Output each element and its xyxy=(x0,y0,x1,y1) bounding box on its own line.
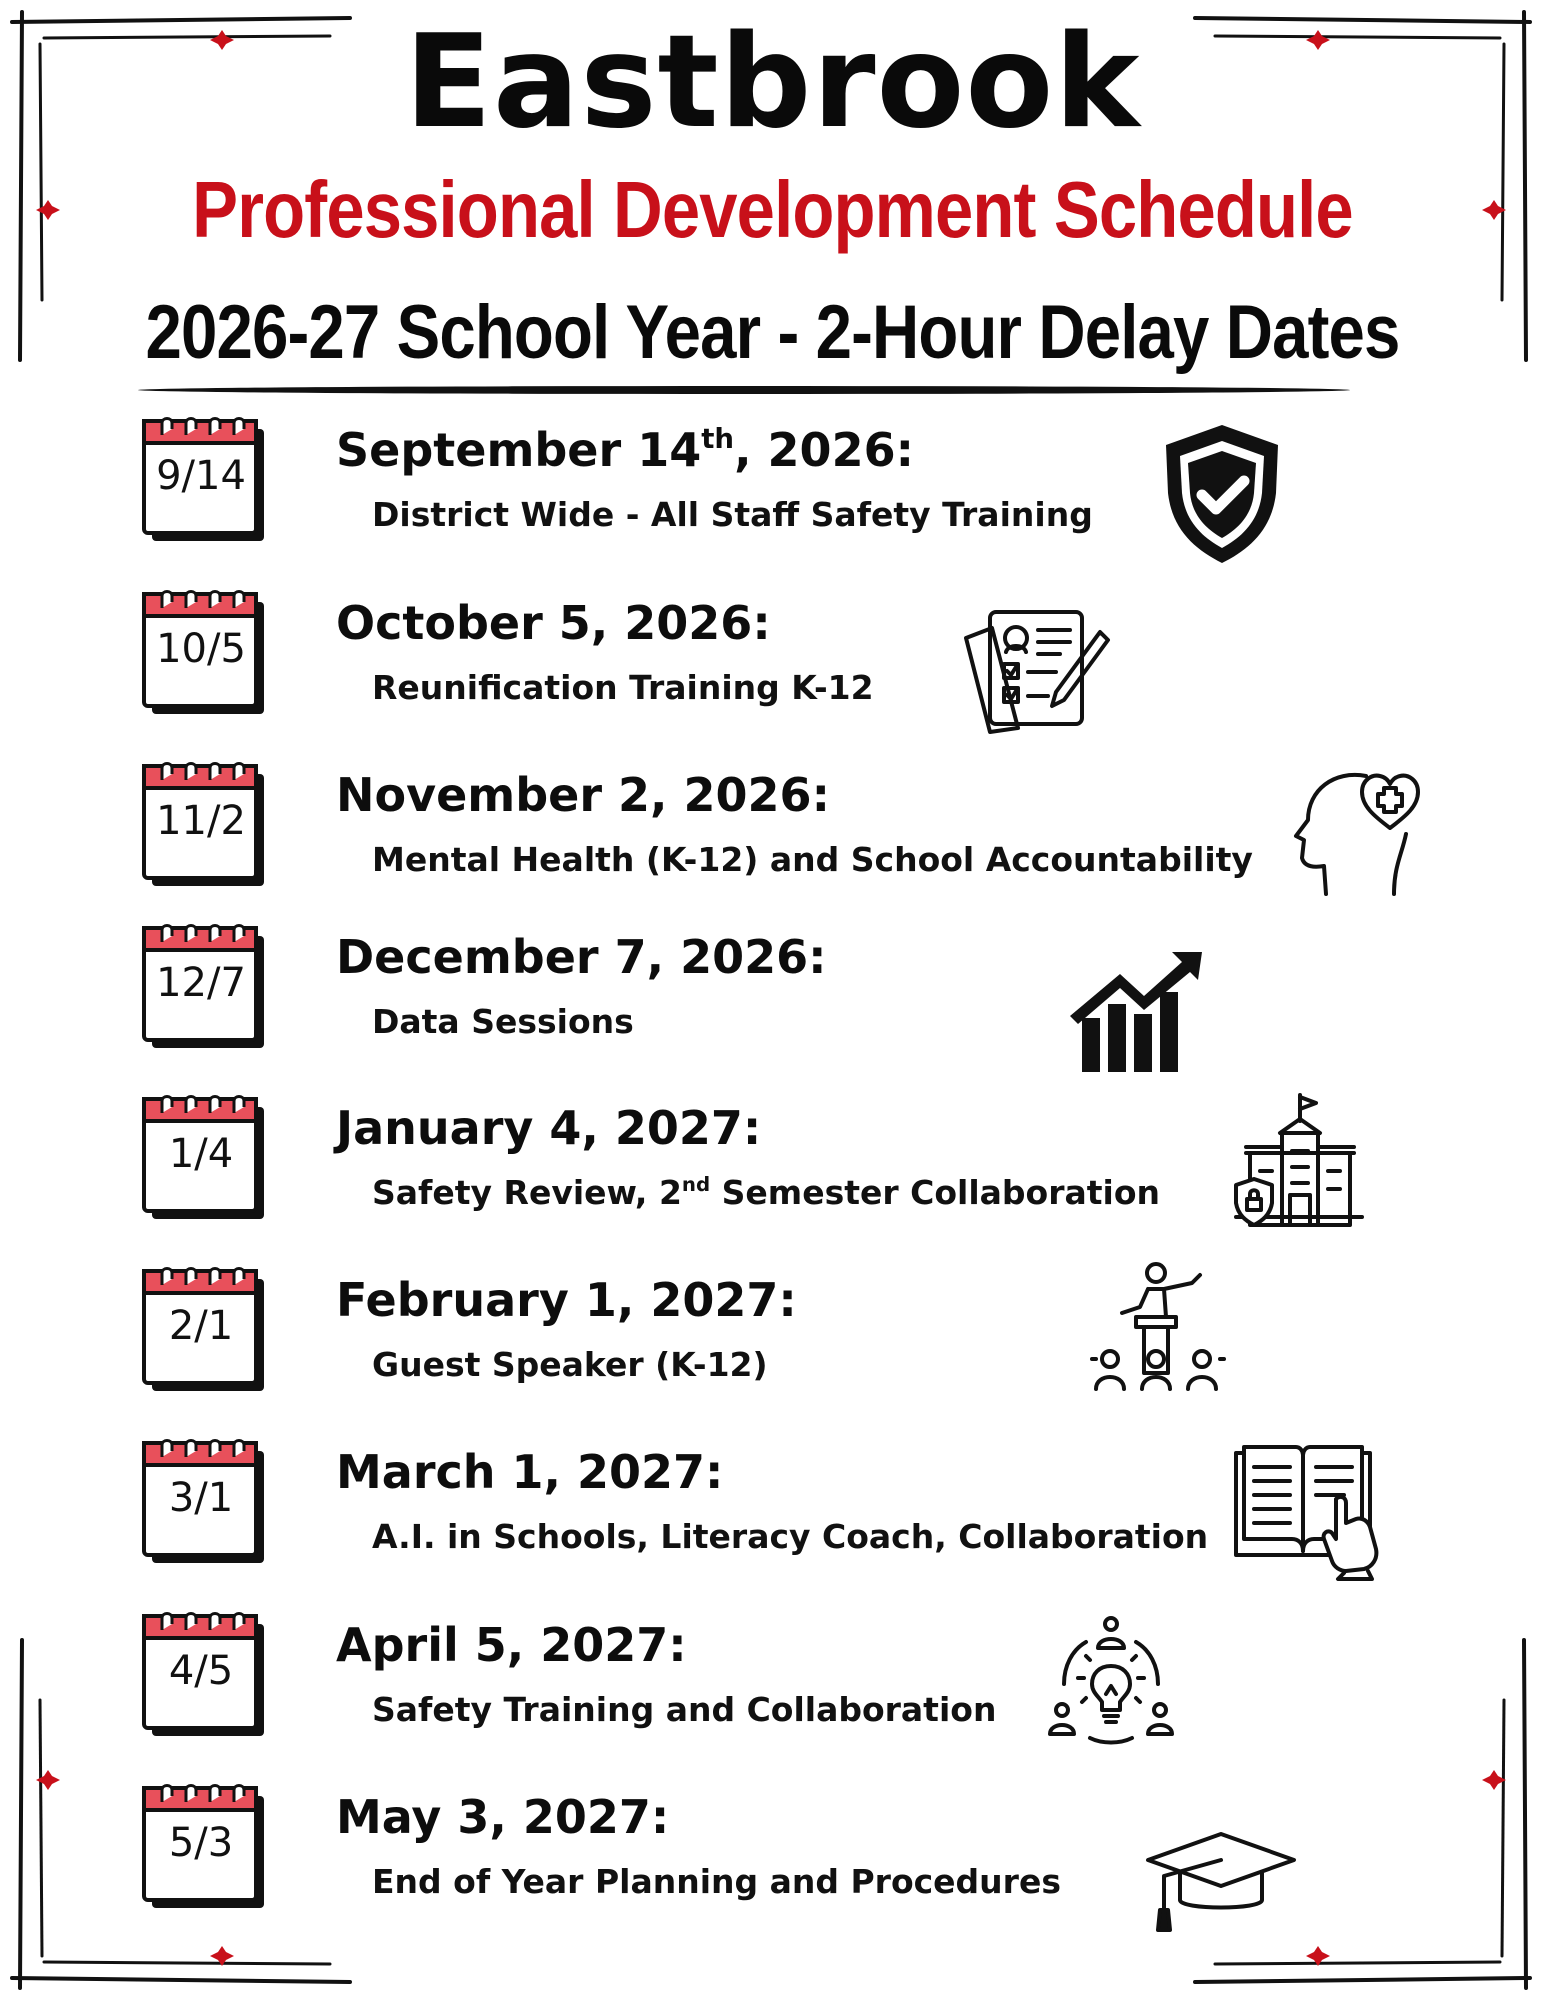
session-row xyxy=(0,588,1545,738)
header-divider xyxy=(138,386,1350,394)
session-row xyxy=(0,1610,1545,1760)
session-date: September 14th, 2026: xyxy=(336,422,914,477)
shield-check-icon xyxy=(1160,421,1284,567)
page-title: Eastbrook xyxy=(404,8,1141,157)
school-building-icon xyxy=(1232,1091,1366,1231)
session-date: November 2, 2026: xyxy=(336,768,830,822)
page-subtitle: Professional Development Schedule xyxy=(192,165,1353,254)
calendar-date-label: 4/5 xyxy=(168,1648,234,1694)
session-date: March 1, 2027: xyxy=(336,1445,724,1499)
session-description: Safety Training and Collaboration xyxy=(372,1690,997,1729)
session-description: Mental Health (K-12) and School Accountability xyxy=(372,840,1253,879)
speaker-audience-icon xyxy=(1088,1259,1228,1397)
calendar-date-label: 2/1 xyxy=(168,1303,234,1349)
mental-health-head-icon xyxy=(1290,754,1430,902)
session-row xyxy=(0,922,1545,1072)
session-row xyxy=(0,415,1545,565)
calendar-date-label: 3/1 xyxy=(168,1475,234,1521)
session-row xyxy=(0,1782,1545,1932)
calendar-date-label: 12/7 xyxy=(156,960,246,1006)
graduation-cap-icon xyxy=(1144,1830,1298,1934)
session-description: Safety Review, 2nd Semester Collaboration xyxy=(372,1173,1161,1212)
team-idea-icon xyxy=(1046,1614,1176,1746)
growth-chart-icon xyxy=(1068,948,1204,1074)
open-book-hand-icon xyxy=(1232,1439,1386,1581)
session-description: Guest Speaker (K-12) xyxy=(372,1345,768,1384)
page-tagline: 2026-27 School Year - 2-Hour Delay Dates xyxy=(145,290,1400,375)
calendar-date-label: 11/2 xyxy=(156,798,246,844)
session-date: April 5, 2027: xyxy=(336,1618,687,1672)
session-description: A.I. in Schools, Literacy Coach, Collaboration xyxy=(372,1517,1209,1556)
calendar-date-label: 10/5 xyxy=(156,626,246,672)
session-date: January 4, 2027: xyxy=(336,1101,762,1155)
calendar-date-label: 1/4 xyxy=(168,1131,234,1177)
checklist-document-icon xyxy=(960,604,1112,734)
session-date: February 1, 2027: xyxy=(336,1273,797,1327)
session-description: Reunification Training K-12 xyxy=(372,668,874,707)
session-row xyxy=(0,1265,1545,1415)
session-row xyxy=(0,760,1545,910)
session-description: End of Year Planning and Procedures xyxy=(372,1862,1061,1901)
calendar-date-label: 9/14 xyxy=(156,453,246,499)
session-row xyxy=(0,1437,1545,1587)
session-date: October 5, 2026: xyxy=(336,596,771,650)
session-description: District Wide - All Staff Safety Training xyxy=(372,495,1093,534)
session-date: May 3, 2027: xyxy=(336,1790,670,1844)
session-date: December 7, 2026: xyxy=(336,930,827,984)
session-description: Data Sessions xyxy=(372,1002,634,1041)
calendar-date-label: 5/3 xyxy=(168,1820,234,1866)
session-row xyxy=(0,1093,1545,1243)
